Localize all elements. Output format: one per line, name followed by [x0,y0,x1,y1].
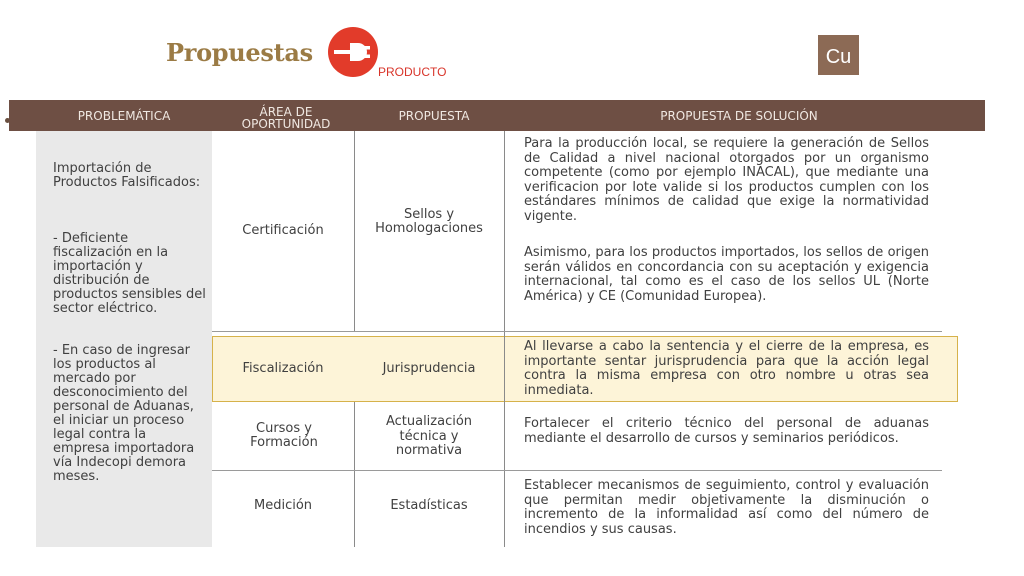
header-problematica: PROBLEMÁTICA [77,108,171,123]
divider [354,402,355,547]
header-propuesta: PROPUESTA [398,108,470,123]
propuesta-cell: Sellos y Homologaciones [375,206,483,236]
area-cell: Medición [253,497,313,513]
problematica-item: - Deficiente fiscalización en la importación y distribución de productos sensibles del sector eléctrico. [53,231,206,316]
divider [212,331,942,332]
solucion-cell: Fortalecer el criterio técnico del personal de aduanas mediante el desarrollo de cursos y seminarios periódicos. [524,416,929,446]
solucion-cell: Establecer mecanismos de seguimiento, control y evaluación que permitan medir objetivamente la disminución o incremento de la informalidad así como del número de incendios y sus causas. [524,478,929,537]
divider [212,470,942,471]
divider [504,131,505,547]
propuesta-cell: Jurisprudencia [382,360,476,376]
propuesta-cell: Estadísticas [390,497,468,513]
table-header [9,100,985,131]
solucion-cell: Al llevarse a cabo la sentencia y el cierre de la empresa, es importante sentar jurisprudencia para que la acción legal contra la misma empresa con otro nombre u otras sea inmediata. [524,339,929,398]
divider [354,131,355,331]
icon-label: PRODUCTO [378,65,447,79]
page-title: Propuestas [166,38,313,67]
plug-icon [328,27,378,77]
header-area: ÁREA DE OPORTUNIDAD [241,104,331,131]
problematica-item: - En caso de ingresar los productos al mercado por desconocimiento del personal de Aduanas, el iniciar un proceso legal contra la empresa importadora vía Indecopi demora meses. [53,343,195,484]
problematica-column [36,131,212,547]
area-cell: Cursos y Formación [250,420,318,450]
area-cell: Certificación [242,222,324,238]
header-solucion: PROPUESTA DE SOLUCIÓN [660,108,818,123]
solucion-cell: Para la producción local, se requiere la generación de Sellos de Calidad a nivel nacional otorgados por un organismo competente (como por ejemplo INACAL), que mediante una verificacion por lote valide si los productos cumplen con los estándares mínimos de calidad que exige la normatividad vigente. [524,136,929,224]
problematica-title: Importación de Productos Falsificados: [53,161,201,190]
area-cell: Fiscalización [242,360,324,376]
propuesta-cell: Actualización técnica y normativa [385,414,473,459]
solucion-cell: Asimismo, para los productos importados, los sellos de origen serán válidos en concordancia con su aceptación y exigencia internacional, tal como es el caso de los sellos UL (Norte América) y CE (Comunidad Europea). [524,245,929,304]
cu-badge: Cu [818,35,859,75]
